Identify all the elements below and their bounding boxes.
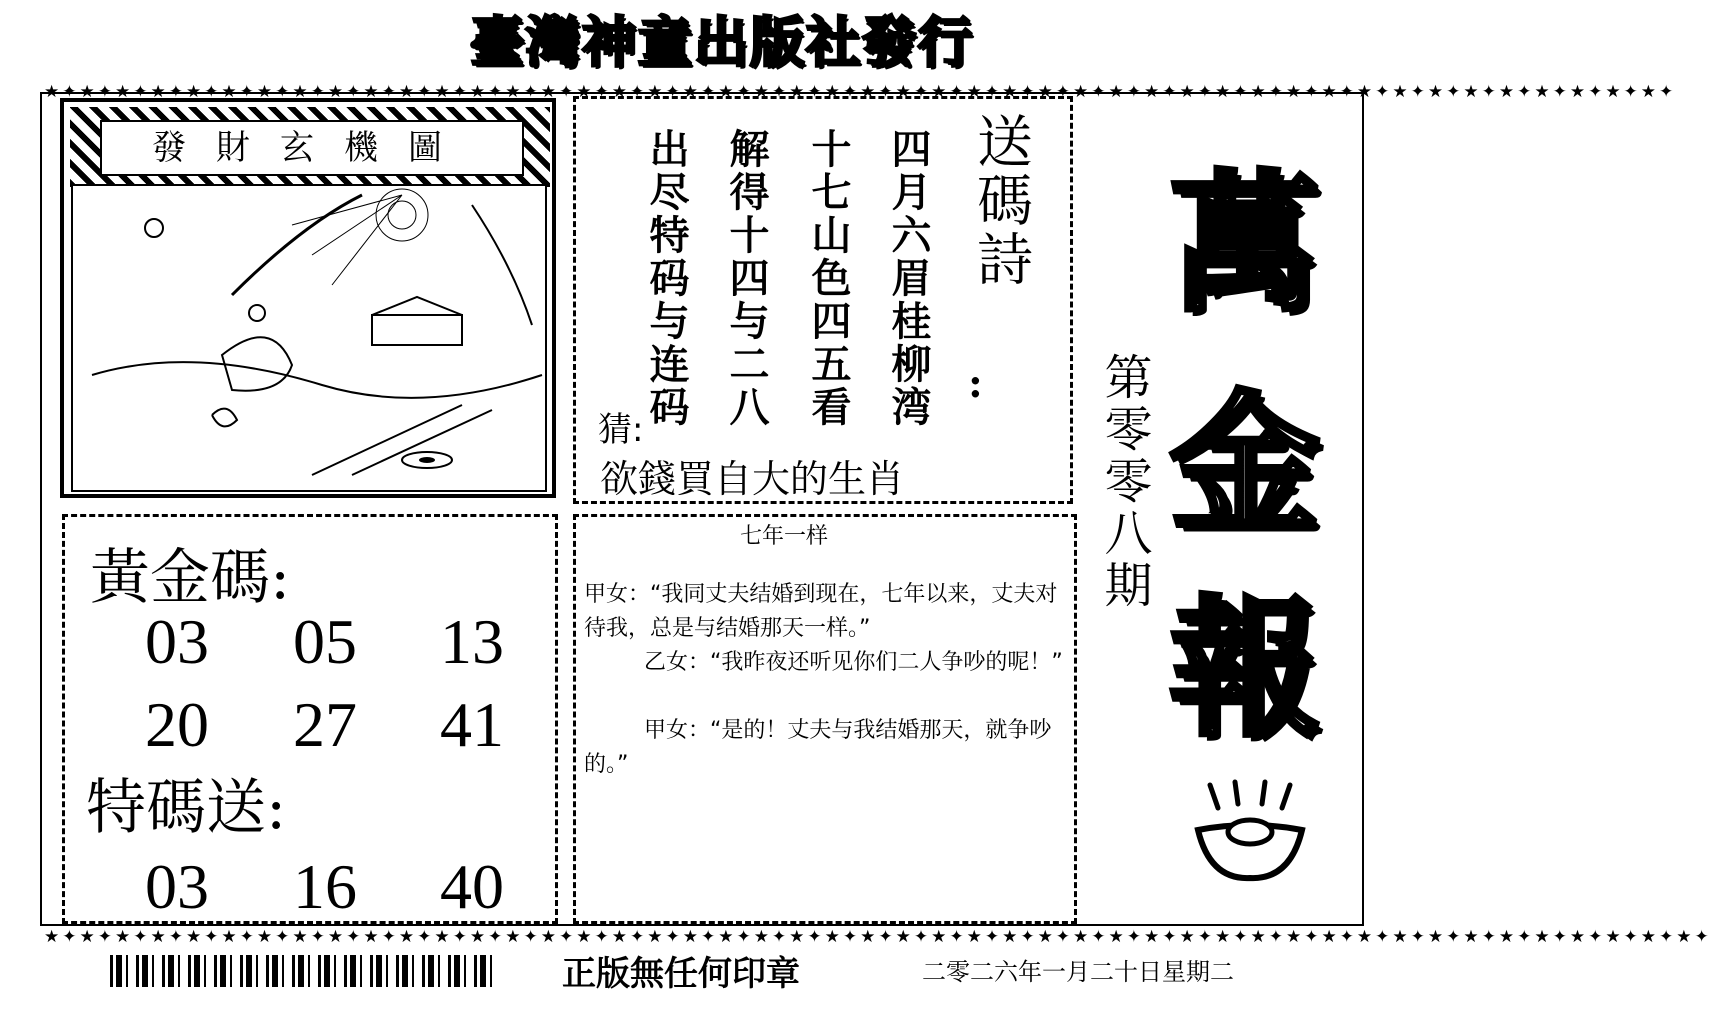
story-paragraph-3: 甲女：“是的！丈夫与我结婚那天，就争吵的。”	[584, 718, 1052, 777]
issue-date: 二零二六年一月二十日星期二	[922, 958, 1234, 986]
gold-code-label: 黃金碼:	[90, 543, 291, 613]
gold-code-1: 03	[145, 606, 209, 677]
barcode	[110, 955, 495, 987]
fortune-illustration	[72, 185, 546, 491]
gold-code-2: 05	[293, 606, 357, 677]
guess-text: 欲錢買自大的生肖	[600, 457, 905, 501]
story-paragraph-1: 甲女：“我同丈夫结婚到现在，七年以来，丈夫对待我，总是与结婚那天一样。”	[584, 582, 1058, 641]
guess-label: 猜:	[598, 410, 644, 450]
story-paragraph-2: 乙女：“我昨夜还听见你们二人争吵的呢！”	[644, 650, 1063, 675]
special-code-2: 16	[293, 851, 357, 922]
masthead-char-2: 金	[1170, 378, 1321, 552]
bottom-star-border: ★✦★✦★✦★✦★✦★✦★✦★✦★✦★✦★✦★✦★✦★✦★✦★✦★✦★✦★✦★✦★✦★✦★✦★✦★✦★✦★✦★✦★✦★✦★✦★✦★✦★✦★✦★✦★✦★✦★✦★✦★✦★✦★✦★✦★✦★✦★✦	[44, 927, 1712, 947]
authenticity-notice: 正版無任何印章	[562, 954, 800, 994]
story-title: 七年一样	[740, 524, 829, 549]
masthead-char-1: 萬	[1170, 158, 1321, 332]
special-code-1: 03	[145, 851, 209, 922]
poem-line-1: 四月六眉桂柳湾	[885, 128, 931, 429]
poem-heading-colon: :	[968, 360, 983, 407]
poem-line-3: 解得十四与二八	[723, 128, 769, 429]
masthead-char-3: 報	[1170, 583, 1321, 757]
poem-line-4: 出尽特码与连码	[643, 128, 689, 429]
gold-ingot-icon	[1190, 780, 1310, 890]
poem-heading: 送碼詩	[968, 112, 1033, 289]
gold-code-3: 13	[440, 606, 504, 677]
gold-code-5: 27	[293, 689, 357, 760]
gold-code-4: 20	[145, 689, 209, 760]
issue-number: 第零零八期	[1096, 352, 1152, 612]
special-code-label: 特碼送:	[86, 773, 287, 843]
poem-line-2: 十七山色四五看	[805, 128, 851, 429]
publisher-title: 臺灣神童出版社發行	[470, 11, 974, 74]
special-code-3: 40	[440, 851, 504, 922]
picture-title: 發財玄機圖	[100, 120, 524, 176]
gold-code-6: 41	[440, 689, 504, 760]
top-star-border: ★✦★✦★✦★✦★✦★✦★✦★✦★✦★✦★✦★✦★✦★✦★✦★✦★✦★✦★✦★✦★✦★✦★✦★✦★✦★✦★✦★✦★✦★✦★✦★✦★✦★✦★✦★✦★✦★✦★✦★✦★✦★✦★✦★✦★✦★✦	[44, 82, 1677, 102]
